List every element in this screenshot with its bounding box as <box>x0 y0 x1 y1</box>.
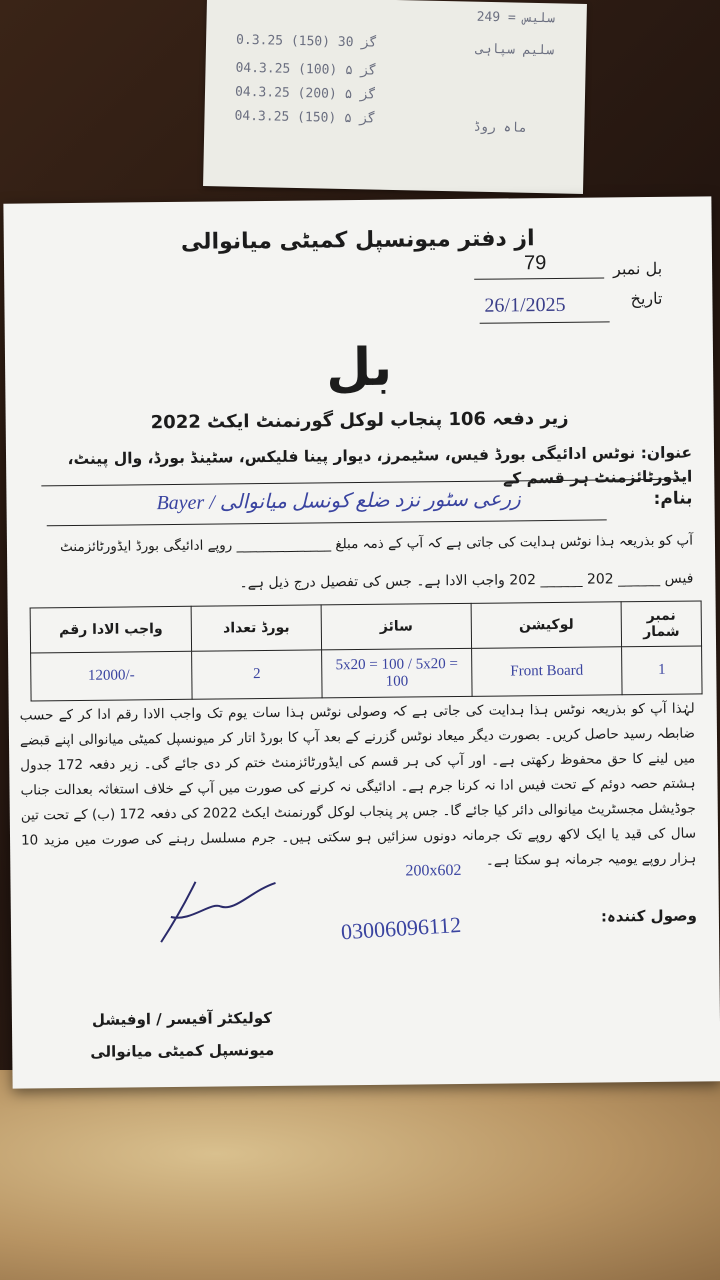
act-subtitle: زیر دفعہ 106 پنجاب لوکل گورنمنٹ ایکٹ 2022 <box>150 407 569 434</box>
note-line: سلیم سپاہی <box>475 41 555 59</box>
intro-text-line-1: آپ کو بذریعہ ہذا نوٹس ہدایت کی جاتی ہے کہ آپ کے ذمہ مبلغ ______________ روپے ادائیگی بورڈ ایڈورٹائزمنٹ <box>60 532 694 556</box>
note-line: 04.3.25 (200) ۵ گز <box>234 84 377 103</box>
subject-line: عنوان: نوٹس ادائیگی بورڈ فیس، سٹیمرز، دیوار پینا فلیکس، سٹینڈ بورڈ، وال پینٹ، ایڈورٹائزمنٹ ہر قسم کے <box>67 443 693 488</box>
addressee-underline <box>47 519 607 526</box>
note-line: سلیس = 249 <box>476 9 556 27</box>
officer-title: کولیکٹر آفیسر / اوفیشل <box>91 1008 272 1029</box>
table-cell-location: Front Board <box>472 647 622 697</box>
table-cell-count: 2 <box>192 650 322 699</box>
bill-number-underline <box>474 277 604 279</box>
officer-office: میونسپل کمیٹی میانوالی <box>90 1040 275 1061</box>
table-header-row <box>30 601 701 653</box>
table-row <box>31 646 702 701</box>
intro-text-line-2: فیس ______ 202 ______ 202 واجب الادا ہے۔ جس کی تفصیل درج ذیل ہے۔ <box>239 570 694 592</box>
table-header: واجب الادا رقم <box>30 606 191 653</box>
table-cell-serial: 1 <box>622 646 702 695</box>
table-header: نمبر شمار <box>621 601 701 647</box>
receiver-label: وصول کنندہ: <box>600 906 697 926</box>
office-heading: از دفتر میونسپل کمیٹی میانوالی <box>180 226 535 255</box>
date-value: 26/1/2025 <box>484 293 566 317</box>
document-title: بل <box>325 337 393 399</box>
addressee-value: Bayer / زرعی سٹور نزد ضلع کونسل میانوالی <box>156 488 521 515</box>
bill-number-value: 79 <box>523 252 547 275</box>
notice-body-text: لہٰذا آپ کو بذریعہ نوٹس ہذا ہدایت کی جاتی ہے کہ وصولی نوٹس ہذا سات یوم تک واجب الادا رقم ادا کر کے حسب ضابطہ رسید حاصل کریں۔ بصورت دیگر میعاد نوٹس گزرنے کے بعد آپ کا بورڈ اتار کر میونسپل کمیٹی میانوالی اپنے قبضے میں لینے کا حق محفوظ رکھتی ہے۔ اور آپ کی ہر قسم کی ایڈورٹائزمنٹ ختم کر دی جائے گی۔ زیر دفعہ 172 جدول ہشتم حصہ دوئم کے تحت فیس ادا نہ کرنا جرم ہے۔ ادائیگی نہ کرنے کی صورت میں آپ کے خلاف استغاثہ بعدالت جناب جوڈیشل مجسٹریٹ میانوالی دائر کیا جائے گا۔ جس پر پنجاب لوکل گورنمنٹ ایکٹ 2022 کی دفعہ 172 (ب) کے تحت تین سال کی قید یا ایک لاکھ روپے تک جرمانہ دونوں سزائیں ہو سکتی ہیں۔ جرم مسلسل رہنے کی صورت میں مزید 10 ہزار روپے یومیہ جرمانہ ہو سکتا ہے۔ <box>19 700 697 869</box>
handwritten-dimension-note: 200x602 <box>405 861 462 880</box>
table-header: لوکیشن <box>471 602 621 649</box>
note-line: 04.3.25 (100) ۵ گز <box>235 60 377 79</box>
table-header: سائز <box>321 603 471 650</box>
table-cell-amount: 12000/- <box>31 651 192 701</box>
bill-number-label: بل نمبر <box>612 258 663 279</box>
table-cell-size: 5x20 = 100 / 5x20 = 100 <box>322 648 472 698</box>
addressee-label: بنام: <box>653 488 693 509</box>
handwritten-phone-number: 03006096112 <box>340 911 462 945</box>
handwritten-note-paper <box>203 0 587 194</box>
cloth-background <box>0 1070 720 1280</box>
fee-table <box>30 600 703 701</box>
table-header: بورڈ تعداد <box>191 605 321 651</box>
bill-document <box>3 196 720 1088</box>
note-line: 04.3.25 (150) ۵ گز <box>234 108 376 127</box>
note-line: 0.3.25 (150) 30 گز <box>235 32 378 51</box>
date-underline <box>480 321 610 323</box>
date-label: تاریخ <box>630 288 663 309</box>
note-line: ماہ روڈ <box>474 119 528 136</box>
signature-image <box>150 871 281 952</box>
